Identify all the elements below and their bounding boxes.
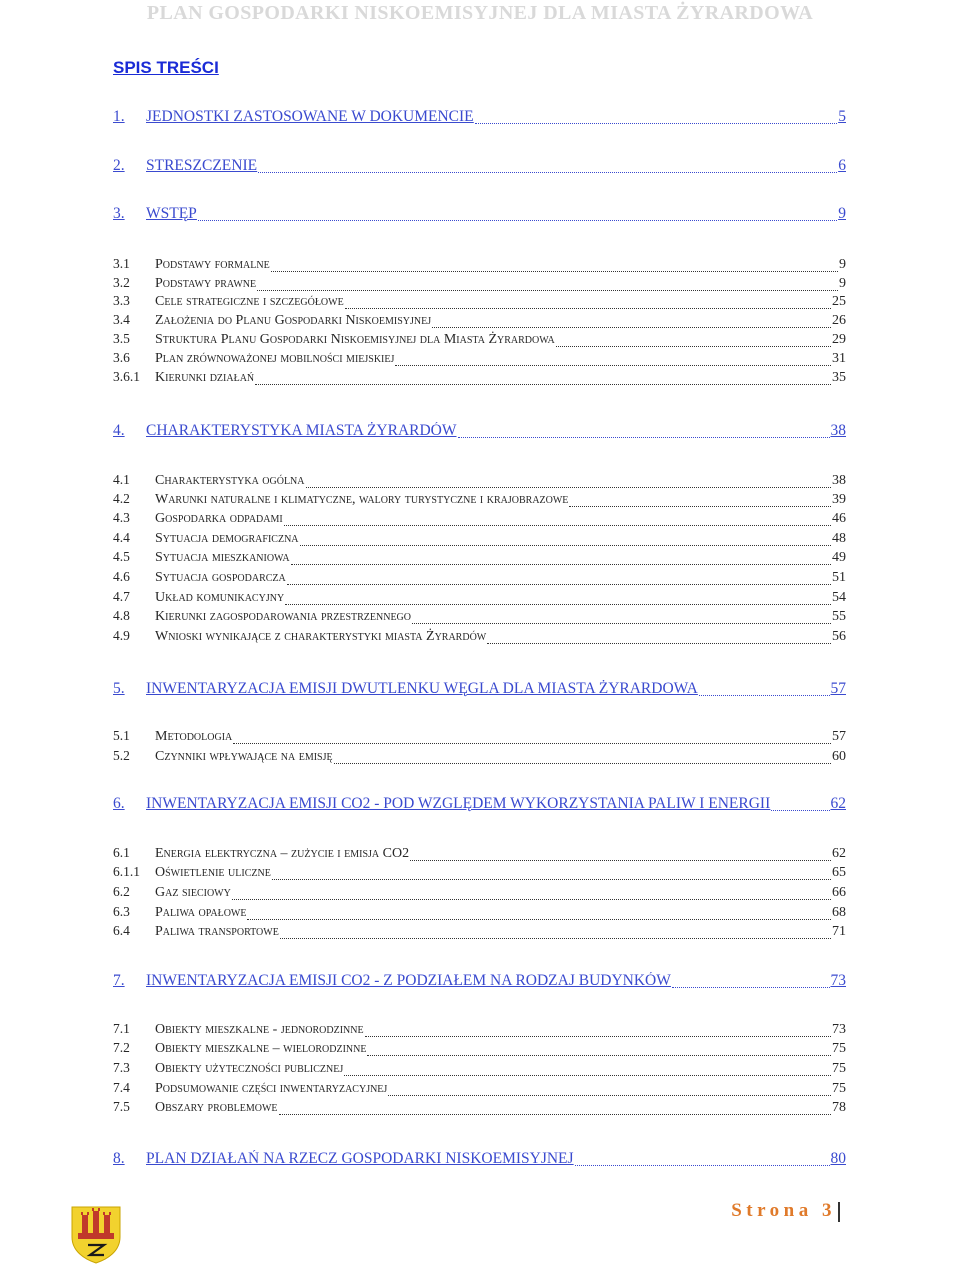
toc-entry-number: 3.3	[113, 293, 130, 308]
toc-entry-page: 55	[832, 609, 846, 624]
toc-entry-page: 9	[839, 276, 846, 291]
toc-entry-title: JEDNOSTKI ZASTOSOWANE W DOKUMENCIE	[146, 108, 474, 125]
toc-entry-title: Metodologia	[155, 729, 233, 744]
toc-entry-number: 3.5	[113, 331, 130, 346]
toc-entry[interactable]	[113, 331, 846, 351]
toc-entry-number: 6.3	[113, 904, 130, 919]
toc-entry[interactable]	[113, 312, 846, 332]
toc-entry-title: WSTĘP	[146, 205, 197, 222]
footer-page-number: 3	[822, 1200, 836, 1221]
toc-entry-title: Kierunki zagospodarowania przestrzennego	[155, 609, 411, 624]
toc-entry-leader	[272, 879, 831, 880]
toc-entry[interactable]	[113, 1080, 846, 1100]
toc-entry[interactable]	[113, 569, 846, 589]
toc-entry-title: Sytuacja mieszkaniowa	[155, 550, 290, 565]
toc-entry-number: 7.	[113, 972, 125, 989]
toc-entry-number: 5.1	[113, 728, 130, 743]
toc-entry[interactable]	[113, 728, 846, 748]
toc-entry[interactable]	[113, 510, 846, 530]
toc-entry-number: 4.6	[113, 569, 130, 584]
toc-entry-leader	[672, 987, 830, 988]
toc-entry-title: Cele strategiczne i szczegółowe	[155, 294, 344, 309]
toc-entry-number: 3.2	[113, 275, 130, 290]
toc-entry-leader	[771, 810, 829, 811]
toc-entry-title: INWENTARYZACJA EMISJI CO2 - POD WZGLĘDEM WYKORZYSTANIA PALIW I ENERGII	[146, 795, 771, 812]
toc-entry-leader	[255, 384, 831, 385]
toc-entry-number: 4.3	[113, 510, 130, 525]
toc-entry-title: CHARAKTERYSTYKA MIASTA ŻYRARDÓW	[146, 422, 457, 439]
toc-entry-title: Czynniki wpływające na emisję	[155, 749, 333, 764]
toc-entry-title: Wnioski wynikające z charakterystyki miasta Żyrardów	[155, 629, 487, 644]
toc-entry-page: 57	[832, 729, 846, 744]
footer-label: Strona	[731, 1200, 813, 1221]
toc-entry-number: 6.2	[113, 884, 130, 899]
toc-entry-title: Sytuacja gospodarcza	[155, 570, 286, 585]
toc-entry[interactable]	[113, 422, 846, 442]
toc-entry[interactable]	[113, 1099, 846, 1119]
toc-entry-page: 75	[832, 1061, 846, 1076]
toc-entry[interactable]	[113, 256, 846, 276]
toc-entry-page: 73	[832, 1022, 846, 1037]
toc-entry-leader	[556, 346, 831, 347]
toc-entry-title: Paliwa opałowe	[155, 905, 247, 920]
toc-entry-leader	[233, 743, 831, 744]
toc-entry[interactable]	[113, 1021, 846, 1041]
toc-entry[interactable]	[113, 923, 846, 943]
toc-entry-number: 4.7	[113, 589, 130, 604]
toc-entry-leader	[232, 899, 831, 900]
toc-entry-leader	[432, 327, 831, 328]
toc-entry-number: 3.	[113, 205, 125, 222]
toc-entry-leader	[365, 1036, 831, 1037]
toc-entry-title: STRESZCZENIE	[146, 157, 258, 174]
toc-entry-title: Podstawy formalne	[155, 257, 270, 272]
toc-entry-number: 5.	[113, 680, 125, 697]
toc-entry-leader	[575, 1165, 830, 1166]
toc-entry[interactable]	[113, 589, 846, 609]
toc-entry-title: Kierunki działań	[155, 370, 255, 385]
toc-entry[interactable]	[113, 904, 846, 924]
toc-entry-leader	[487, 643, 831, 644]
toc-entry-page: 75	[832, 1081, 846, 1096]
toc-entry-page: 49	[832, 550, 846, 565]
toc-entry-page: 62	[832, 846, 846, 861]
toc-entry-page: 62	[830, 795, 846, 812]
toc-entry-page: 56	[832, 629, 846, 644]
toc-entry-title: Plan zrównoważonej mobilności miejskiej	[155, 351, 395, 366]
toc-entry-number: 7.5	[113, 1099, 130, 1114]
toc-entry-page: 9	[838, 205, 846, 222]
toc-entry[interactable]	[113, 530, 846, 550]
footer-divider	[838, 1202, 840, 1222]
toc-entry-page: 38	[832, 473, 846, 488]
city-crest-logo	[68, 1203, 124, 1265]
toc-entry-title: Obszary problemowe	[155, 1100, 278, 1115]
toc-entry-leader	[280, 938, 831, 939]
toc-entry[interactable]	[113, 293, 846, 313]
toc-entry-number: 3.4	[113, 312, 130, 327]
toc-entry-page: 51	[832, 570, 846, 585]
toc-entry-title: Energia elektryczna – zużycie i emisja CO2	[155, 846, 410, 861]
toc-entry-leader	[475, 123, 838, 124]
toc-entry[interactable]	[113, 1150, 846, 1170]
toc-entry[interactable]	[113, 628, 846, 648]
page-number-footer	[700, 1198, 840, 1224]
toc-entry-number: 8.	[113, 1150, 125, 1167]
toc-entry[interactable]	[113, 549, 846, 569]
toc-entry-page: 78	[832, 1100, 846, 1115]
toc-entry-leader	[412, 623, 831, 624]
toc-entry-number: 2.	[113, 157, 125, 174]
toc-entry-leader	[258, 172, 837, 173]
toc-entry-page: 60	[832, 749, 846, 764]
toc-entry[interactable]	[113, 845, 846, 865]
toc-entry[interactable]	[113, 864, 846, 884]
toc-entry-leader	[334, 763, 831, 764]
toc-entry-leader	[345, 308, 831, 309]
toc-entry[interactable]	[113, 884, 846, 904]
toc-entry-number: 7.3	[113, 1060, 130, 1075]
toc-entry[interactable]	[113, 795, 846, 815]
toc-entry-page: 68	[832, 905, 846, 920]
toc-entry-leader	[284, 525, 831, 526]
toc-entry-page: 6	[838, 157, 846, 174]
toc-entry-leader	[395, 365, 831, 366]
toc-entry-title: Założenia do Planu Gospodarki Niskoemisyjnej	[155, 313, 432, 328]
toc-entry-number: 4.8	[113, 608, 130, 623]
toc-entry-leader	[247, 919, 831, 920]
toc-entry-title: Podstawy prawne	[155, 276, 257, 291]
toc-entry-leader	[257, 290, 838, 291]
toc-entry-number: 6.4	[113, 923, 130, 938]
toc-entry-leader	[285, 604, 831, 605]
toc-entry-leader	[569, 506, 831, 507]
toc-entry-leader	[300, 545, 831, 546]
toc-entry[interactable]	[113, 1040, 846, 1060]
toc-entry-page: 39	[832, 492, 846, 507]
toc-entry-page: 54	[832, 590, 846, 605]
toc-entry-title: Warunki naturalne i klimatyczne, walory turystyczne i krajobrazowe	[155, 492, 569, 507]
document-header: PLAN GOSPODARKI NISKOEMISYJNEJ DLA MIASTA ŻYRARDOWA	[146, 2, 814, 24]
toc-entry-page: 5	[838, 108, 846, 125]
toc-entry-number: 4.4	[113, 530, 130, 545]
toc-entry-leader	[271, 271, 838, 272]
toc-entry-number: 6.1	[113, 845, 130, 860]
toc-entry-page: 66	[832, 885, 846, 900]
toc-entry-page: 38	[830, 422, 846, 439]
toc-entry-title: Podsumowanie części inwentaryzacyjnej	[155, 1081, 388, 1096]
toc-title: SPIS TREŚCI	[113, 58, 219, 77]
toc-entry-number: 6.	[113, 795, 125, 812]
toc-entry[interactable]	[113, 491, 846, 511]
toc-entry-page: 48	[832, 531, 846, 546]
toc-entry-page: 80	[830, 1150, 846, 1167]
toc-entry-number: 4.1	[113, 472, 130, 487]
toc-entry-title: Gaz sieciowy	[155, 885, 231, 900]
toc-entry-leader	[388, 1095, 831, 1096]
toc-entry-page: 31	[832, 351, 846, 366]
toc-entry-leader	[458, 437, 830, 438]
toc-entry-number: 3.6.1	[113, 369, 140, 384]
toc-entry-page: 25	[832, 294, 846, 309]
toc-entry-leader	[198, 220, 837, 221]
toc-entry-page: 75	[832, 1041, 846, 1056]
toc-entry-leader	[699, 695, 830, 696]
toc-entry-page: 9	[839, 257, 846, 272]
toc-entry-number: 7.1	[113, 1021, 130, 1036]
toc-entry-page: 35	[832, 370, 846, 385]
toc-entry-title: Paliwa transportowe	[155, 924, 279, 939]
toc-entry-title: Układ komunikacyjny	[155, 590, 285, 605]
toc-entry[interactable]	[113, 108, 846, 128]
toc-entry-page: 57	[830, 680, 846, 697]
toc-entry[interactable]	[113, 748, 846, 768]
toc-entry-number: 4.2	[113, 491, 130, 506]
toc-entry-page: 46	[832, 511, 846, 526]
toc-entry-leader	[306, 487, 831, 488]
toc-entry-title: Struktura Planu Gospodarki Niskoemisyjnej dla Miasta Żyrardowa	[155, 332, 555, 347]
toc-entry-page: 29	[832, 332, 846, 347]
toc-entry-leader	[410, 860, 831, 861]
toc-entry[interactable]	[113, 205, 846, 225]
toc-entry[interactable]	[113, 972, 846, 992]
toc-entry-number: 1.	[113, 108, 125, 125]
toc-entry[interactable]	[113, 1060, 846, 1080]
toc-entry-number: 7.4	[113, 1080, 130, 1095]
toc-entry-title: Sytuacja demograficzna	[155, 531, 299, 546]
toc-entry-title: Obiekty użyteczności publicznej	[155, 1061, 344, 1076]
toc-entry-title: PLAN DZIAŁAŃ NA RZECZ GOSPODARKI NISKOEMISYJNEJ	[146, 1150, 574, 1167]
toc-entry-page: 65	[832, 865, 846, 880]
toc-entry[interactable]	[113, 472, 846, 492]
toc-entry-leader	[287, 584, 831, 585]
toc-entry-number: 3.6	[113, 350, 130, 365]
toc-entry-title: INWENTARYZACJA EMISJI CO2 - Z PODZIAŁEM NA RODZAJ BUDYNKÓW	[146, 972, 671, 989]
toc-entry-number: 4.	[113, 422, 125, 439]
toc-entry-page: 73	[830, 972, 846, 989]
toc-entry-number: 6.1.1	[113, 864, 140, 879]
toc-entry[interactable]	[113, 157, 846, 177]
toc-entry[interactable]	[113, 608, 846, 628]
toc-entry-number: 3.1	[113, 256, 130, 271]
toc-entry[interactable]	[113, 369, 846, 389]
toc-entry-title: Gospodarka odpadami	[155, 511, 283, 526]
toc-entry[interactable]	[113, 350, 846, 370]
toc-entry-leader	[367, 1055, 831, 1056]
toc-entry[interactable]	[113, 275, 846, 295]
toc-entry-title: Obiekty mieszkalne – wielorodzinne	[155, 1041, 367, 1056]
toc-entry-title: Obiekty mieszkalne - jednorodzinne	[155, 1022, 364, 1037]
toc-entry-title: Charakterystyka ogólna	[155, 473, 305, 488]
toc-entry-number: 4.5	[113, 549, 130, 564]
toc-entry-page: 26	[832, 313, 846, 328]
toc-entry[interactable]	[113, 680, 846, 700]
toc-entry-number: 7.2	[113, 1040, 130, 1055]
toc-entry-leader	[344, 1075, 831, 1076]
toc-entry-number: 5.2	[113, 748, 130, 763]
toc-entry-page: 71	[832, 924, 846, 939]
toc-entry-leader	[291, 564, 831, 565]
toc-entry-leader	[279, 1114, 831, 1115]
toc-entry-title: Oświetlenie uliczne	[155, 865, 271, 880]
toc-entry-number: 4.9	[113, 628, 130, 643]
toc-entry-title: INWENTARYZACJA EMISJI DWUTLENKU WĘGLA DLA MIASTA ŻYRARDOWA	[146, 680, 698, 697]
